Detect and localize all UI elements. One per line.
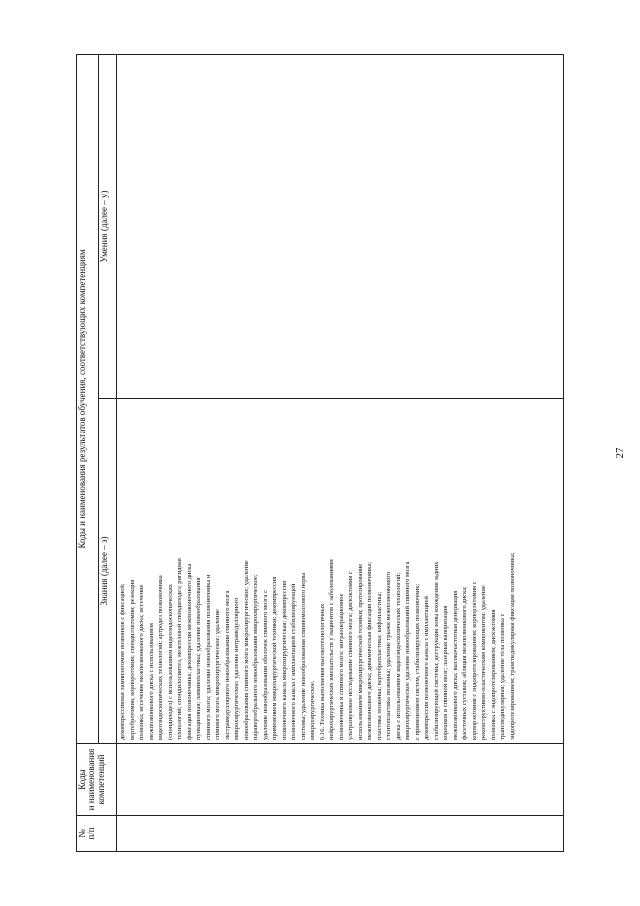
knowledge-line: декомпрессия позвоночного канала с имплантацией bbox=[423, 596, 430, 740]
knowledge-line: эндопротезированием; транспедикулярная фиксация позвоночника; bbox=[508, 552, 516, 740]
knowledge-line: удаление новообразования оболочек спинного мозга с bbox=[261, 589, 269, 740]
competency-table-page bbox=[76, 54, 564, 852]
knowledge-line: вертебротомия, корпоротомия; спондилэктомия; резекция bbox=[128, 579, 136, 740]
header-knowledge: Знания (далее – з) bbox=[99, 399, 117, 744]
knowledge-line: пластика позвонка; вертебропластика; кифопластика; bbox=[375, 591, 383, 740]
knowledge-line: микрохирургическое; удаление интрамедуллярного bbox=[233, 597, 240, 740]
knowledge-line: системы; удаление новообразования спинномозгового нерва bbox=[299, 572, 307, 740]
knowledge-line: фасеточных суставов; абляция межпозвонкового диска; bbox=[461, 586, 468, 740]
knowledge-line: диска с использованием видеоэндоскопических технологий; bbox=[394, 572, 402, 740]
knowledge-line: позвонка; иссечение межпозвонкового диска; иссечение bbox=[138, 584, 145, 740]
knowledge-line: микрохирургическое. bbox=[309, 680, 316, 740]
knowledge-line: декомпрессивная ламинэктомия позвонков с фиксацией; bbox=[119, 583, 126, 740]
knowledge-line: микрохирургическое удаление новообразований спинного мозга bbox=[404, 561, 411, 740]
knowledge-line: ультразвуковое исследование спинного мозга; дискэктомия с bbox=[347, 571, 354, 740]
header-results-group: Коды и наименования результатов обучения, соответствующих компетенциям bbox=[77, 55, 99, 744]
knowledge-line: межпозвонкового диска; высокочастотная денервация bbox=[451, 590, 459, 740]
knowledge-line: межпозвонкового диска с использованием bbox=[147, 623, 155, 740]
knowledge-line: позвоночника и спинного мозга: интраоперационное bbox=[337, 593, 345, 740]
knowledge-line: с применением систем, стабилизирующих позвоночник; bbox=[413, 583, 421, 740]
header-skills: Умения (далее – у) bbox=[99, 55, 117, 399]
page-number: 27 bbox=[614, 447, 626, 459]
cell-knowledge bbox=[117, 399, 564, 744]
knowledge-line: межпозвонкового диска; динамическая фиксация позвоночника; bbox=[366, 561, 373, 740]
knowledge-line: (спондилодез) с использованием видеоэндоскопических bbox=[166, 584, 174, 740]
knowledge-line: фиксация позвоночника; декомпрессия межпозвоночного диска bbox=[185, 563, 193, 740]
cell-skills bbox=[117, 55, 564, 399]
knowledge-line: реконструктивно-пластическим компонентом; удаление bbox=[480, 585, 487, 740]
knowledge-line: экстрамедуллярного новообразования спинного мозга bbox=[223, 590, 231, 740]
knowledge-line: позвоночного канала микрохирургическая; декомпрессия bbox=[280, 580, 288, 740]
knowledge-line: корпорэктомия с эндопротезированием; корпорэктомия с bbox=[470, 581, 478, 740]
knowledge-line: технологий; спондилосинтез, межтелевой спондилодез; ригидная bbox=[176, 558, 183, 740]
knowledge-line: пункционная; ламинопластика; удаление новообразования bbox=[195, 577, 202, 740]
knowledge-line: позвонка с эндопротезированием; дискэктомия bbox=[489, 609, 497, 740]
knowledge-line: паравертебрального новообразования микрохирургическое; bbox=[252, 574, 259, 740]
knowledge-line: использованием микрохирургической техники; протезирование bbox=[356, 563, 364, 740]
knowledge-line: нейрохирургических вмешательств у пациентов с заболеваниями bbox=[328, 559, 335, 740]
knowledge-line: видеоэндоскопических технологий; артродез позвоночника bbox=[157, 575, 164, 740]
knowledge-line: стабилизирующей системы; деструкция зоны вхождения задних bbox=[432, 561, 440, 740]
cell-codes bbox=[117, 744, 564, 816]
knowledge-line: позвоночного канала с имплантацией стабилизирующей bbox=[290, 583, 297, 740]
competency-table bbox=[76, 54, 564, 852]
knowledge-line: спинного мозга микрохирургическое; удаление bbox=[214, 609, 221, 740]
knowledge-text bbox=[118, 402, 517, 740]
cell-number bbox=[117, 816, 564, 852]
header-number: № п/п bbox=[77, 816, 117, 852]
knowledge-line: корешков в спинной мозг; лазерная вапоризация bbox=[442, 605, 449, 740]
knowledge-line: новообразования спинного мозга микрохирургическое; удаление bbox=[242, 560, 250, 740]
knowledge-line: транспедикулярная; удаление тела позвонка с bbox=[499, 613, 506, 740]
knowledge-line: стентопластика позвонка; удаление грыжи межпозвонкового bbox=[385, 571, 392, 740]
knowledge-line: 6.16. Техника выполнения высокотехнологичных bbox=[318, 603, 326, 740]
knowledge-line: спинного мозга; удаление новообразования позвоночника и bbox=[204, 574, 212, 740]
header-codes: Коды и наименования компетенций bbox=[77, 744, 117, 816]
knowledge-line: применением микрохирургической техники; декомпрессия bbox=[271, 576, 278, 740]
